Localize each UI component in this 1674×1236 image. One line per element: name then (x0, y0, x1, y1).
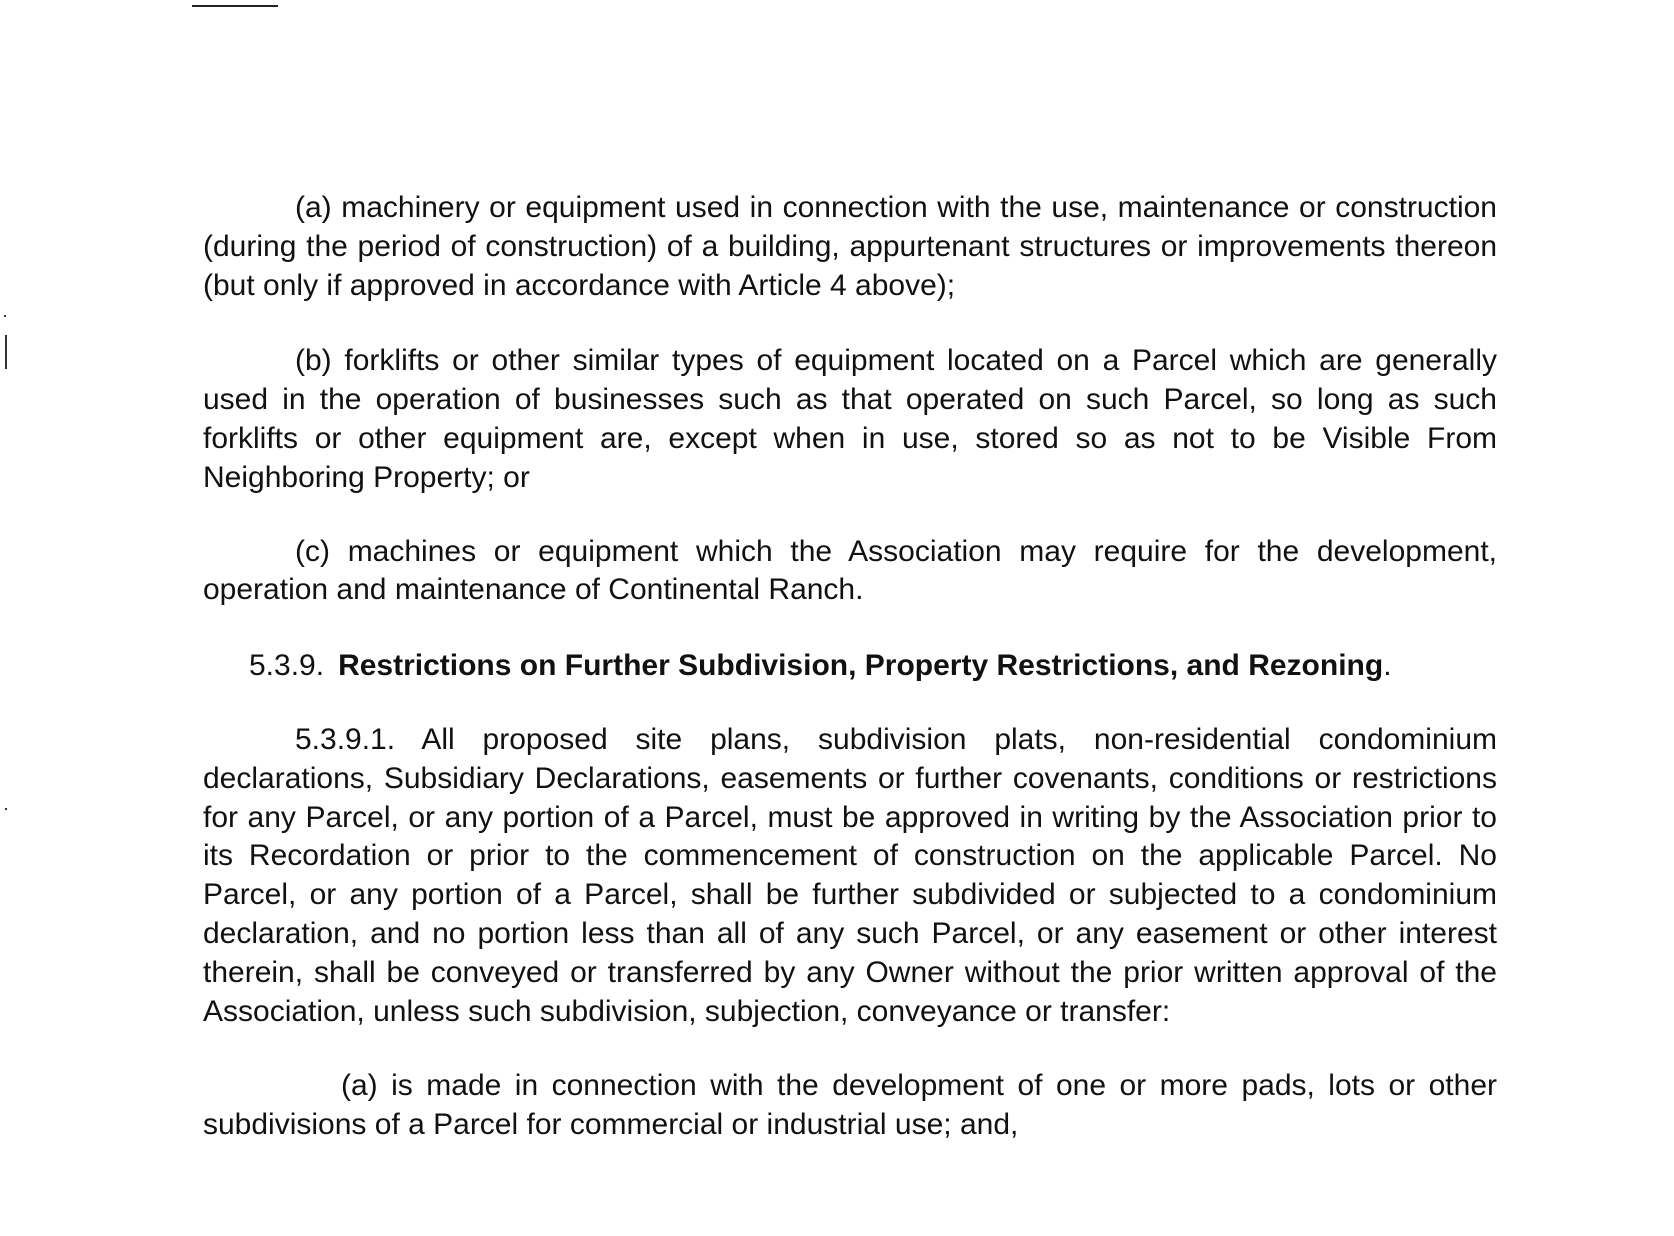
section-title-terminator: . (1383, 649, 1392, 683)
paragraph-a-development: (a) is made in connection with the development of one or more pads, lots or other subdivisions of a Parcel for commercial or industrial use; and, (203, 1069, 1497, 1142)
top-rule (192, 5, 278, 7)
subsection-text: All proposed site plans, subdivision plats, non-residential condominium declarations, Subsidiary Declarations, easements or further covenants, conditions or restrictions for any Parcel, or any portion of a Parcel, must be approved in writing by the Association prior to its Recordation or prior to the commencement of construction on the applicable Parcel. No Parcel, or any portion of a Parcel, shall be further subdivided or subjected to a condominium declaration, and no portion less than all of any such Parcel, or any easement or other interest therein, shall be conveyed or transferred by any Owner without the prior written approval of the Association, unless such subdivision, subjection, conveyance or transfer: (203, 722, 1497, 1028)
section-heading (203, 647, 1497, 686)
margin-change-bar (5, 335, 7, 369)
paragraph-b-forklifts: (b) forklifts or other similar types of equipment located on a Parcel which are generally used in the operation of businesses such as that operated on such Parcel, so long as such forklifts or other equipment are, except when in use, stored so as not to be Visible From Neighboring Property; or (203, 344, 1497, 494)
margin-mark (4, 315, 6, 317)
margin-mark (5, 808, 7, 810)
paragraph-a-machinery: (a) machinery or equipment used in connection with the use, maintenance or construction (during the period of construction) of a building, appurtenant structures or improvements thereon (but only if approved in accordance with Article 4 above); (203, 191, 1497, 302)
document-body (203, 189, 1497, 1145)
subsection-paragraph (203, 721, 1497, 1031)
section-title: Restrictions on Further Subdivision, Property Restrictions, and Rezoning (338, 649, 1384, 683)
paragraph-c-machines: (c) machines or equipment which the Association may require for the development, operation and maintenance of Continental Ranch. (203, 534, 1497, 607)
subsection-number: 5.3.9.1. (295, 722, 396, 756)
section-number: 5.3.9. (249, 649, 325, 683)
